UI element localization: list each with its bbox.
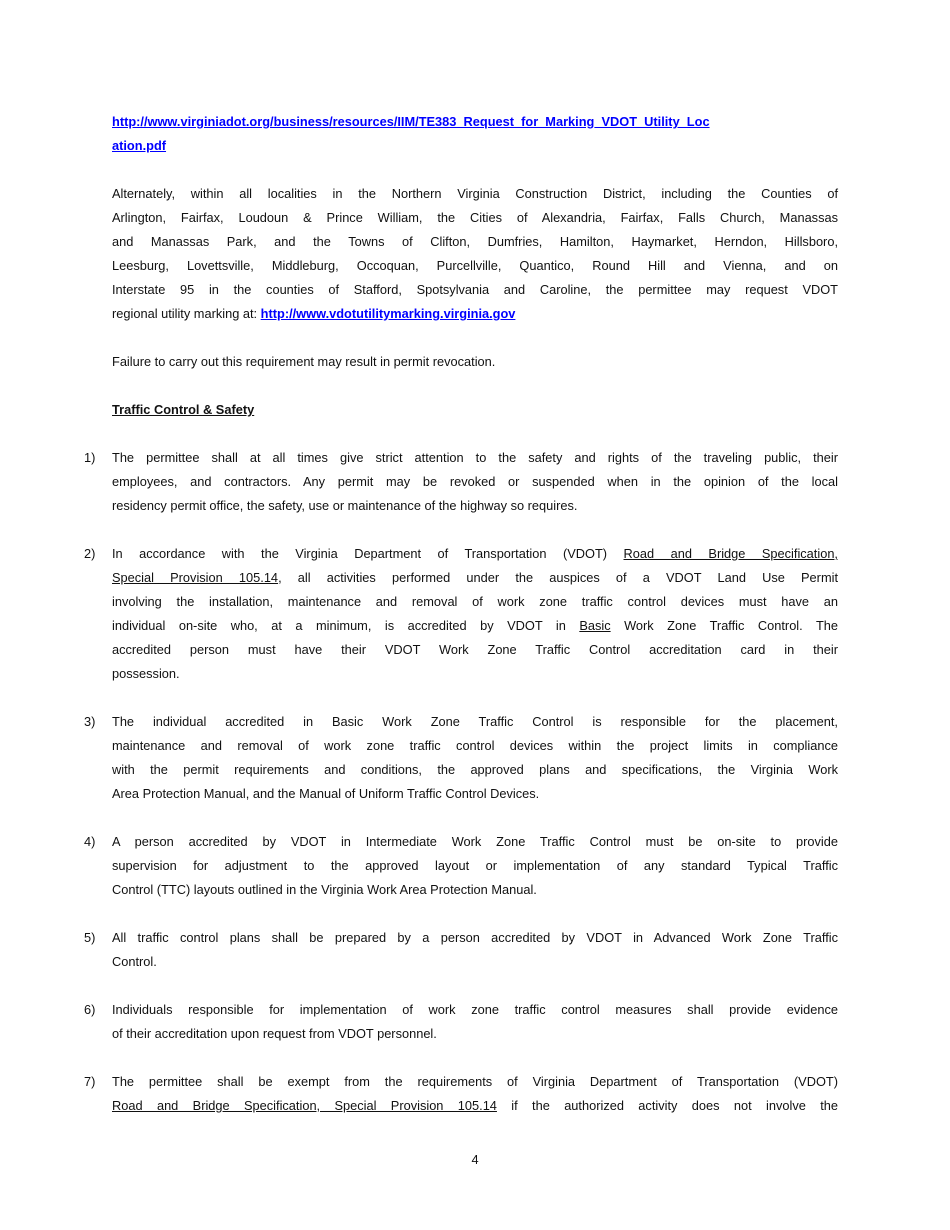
text-line	[112, 134, 838, 158]
text-line	[112, 182, 838, 206]
text-segment: Work Zone Traffic Control. The	[610, 618, 838, 633]
alternate-marking-paragraph	[112, 182, 838, 326]
text-segment: employees, and contractors. Any permit may be revoked or suspended when in the opinion of the local	[112, 474, 838, 489]
text-segment: Individuals responsible for implementation of work zone traffic control measures shall provide evidence	[112, 1002, 838, 1017]
list-number: 7)	[84, 1074, 96, 1089]
text-segment: supervision for adjustment to the approved layout or implementation of any standard Typical Traffic	[112, 858, 838, 873]
text-line	[112, 494, 838, 518]
section-heading	[112, 398, 838, 422]
text-line	[112, 230, 838, 254]
text-line	[112, 1070, 838, 1094]
text-segment: Interstate 95 in the counties of Stafford, Spotsylvania and Caroline, the permittee may request VDOT	[112, 282, 838, 297]
text-line	[112, 830, 838, 854]
text-line	[112, 662, 838, 686]
text-line	[112, 638, 838, 662]
text-line	[112, 590, 838, 614]
text-line	[112, 782, 838, 806]
text-segment: Control (TTC) layouts outlined in the Virginia Work Area Protection Manual.	[112, 882, 537, 897]
emphasized-text: Basic	[579, 618, 611, 633]
text-segment: maintenance and removal of work zone traffic control devices within the project limits in compliance	[112, 738, 838, 753]
list-item	[84, 710, 838, 806]
text-segment: The individual accredited in Basic Work Zone Traffic Control is responsible for the placement,	[112, 714, 838, 729]
text-line	[112, 110, 838, 134]
text-segment: Failure to carry out this requirement may result in permit revocation.	[112, 354, 496, 369]
text-line	[112, 998, 838, 1022]
text-segment: Alternately, within all localities in the Northern Virginia Construction District, including the Counties of	[112, 186, 838, 201]
text-line	[112, 470, 838, 494]
document-body	[84, 110, 839, 1142]
text-segment: with the permit requirements and conditions, the approved plans and specifications, the Virginia Work	[112, 762, 838, 777]
list-number: 1)	[84, 450, 96, 465]
text-segment: regional utility marking at:	[112, 306, 261, 321]
text-segment: Area Protection Manual, and the Manual of Uniform Traffic Control Devices.	[112, 786, 540, 801]
text-line	[112, 350, 838, 374]
list-item	[84, 542, 838, 686]
list-item	[84, 1070, 839, 1118]
text-line	[112, 1022, 838, 1046]
text-line	[112, 446, 838, 470]
failure-paragraph	[112, 350, 838, 374]
text-line	[112, 950, 838, 974]
text-line	[112, 710, 838, 734]
text-segment: The permittee shall at all times give strict attention to the safety and rights of the traveling public, their	[112, 450, 838, 465]
text-segment: Arlington, Fairfax, Loudoun & Prince William, the Cities of Alexandria, Fairfax, Falls Church, Manassas	[112, 210, 838, 225]
emphasized-text: Traffic Control & Safety	[112, 402, 255, 417]
list-number: 6)	[84, 1002, 96, 1017]
list-item	[84, 446, 838, 518]
text-line	[112, 758, 838, 782]
text-segment: of their accreditation upon request from VDOT personnel.	[112, 1026, 437, 1041]
text-segment: individual on-site who, at a minimum, is accredited by VDOT in	[112, 618, 580, 633]
list-item	[84, 926, 838, 974]
list-item	[84, 998, 838, 1046]
text-line	[112, 854, 838, 878]
text-line	[112, 398, 838, 422]
text-segment: , all activities performed under the auspices of a VDOT Land Use Permit	[278, 570, 838, 585]
text-line	[112, 926, 838, 950]
emphasized-text: Special Provision 105.14	[112, 570, 279, 585]
text-line	[112, 278, 838, 302]
text-line	[112, 206, 838, 230]
hyperlink[interactable]: http://www.virginiadot.org/business/resources/IIM/TE383_Request_for_Marking_VDOT_Utility_Loc	[112, 114, 710, 129]
text-segment: A person accredited by VDOT in Intermediate Work Zone Traffic Control must be on-site to provide	[112, 834, 838, 849]
text-line	[112, 614, 838, 638]
text-segment: The permittee shall be exempt from the requirements of Virginia Department of Transportation (VDOT)	[112, 1074, 838, 1089]
text-segment: involving the installation, maintenance and removal of work zone traffic control devices must have an	[112, 594, 838, 609]
text-segment: possession.	[112, 666, 180, 681]
hyperlink[interactable]: ation.pdf	[112, 138, 167, 153]
text-segment: residency permit office, the safety, use or maintenance of the highway so requires.	[112, 498, 578, 513]
utility-marking-link	[112, 110, 838, 158]
text-segment: Leesburg, Lovettsville, Middleburg, Occoquan, Purcellville, Quantico, Round Hill and Vienna, and on	[112, 258, 838, 273]
list-number: 4)	[84, 834, 96, 849]
emphasized-text: Road and Bridge Specification, Special Provision 105.14	[112, 1098, 497, 1113]
text-line	[112, 254, 838, 278]
text-segment: if the authorized activity does not involve the	[496, 1098, 839, 1113]
text-segment: In accordance with the Virginia Department of Transportation (VDOT)	[112, 546, 624, 561]
emphasized-text: Road and Bridge Specification,	[623, 546, 838, 561]
text-segment: Control.	[112, 954, 157, 969]
text-segment: and Manassas Park, and the Towns of Clifton, Dumfries, Hamilton, Haymarket, Herndon, Hillsboro,	[112, 234, 838, 249]
page-number: 4	[471, 1152, 479, 1167]
list-number: 5)	[84, 930, 96, 945]
text-line	[112, 566, 838, 590]
text-line	[112, 302, 838, 326]
list-number: 2)	[84, 546, 96, 561]
text-line	[112, 734, 838, 758]
text-segment: accredited person must have their VDOT Work Zone Traffic Control accreditation card in their	[112, 642, 838, 657]
list-item	[84, 830, 838, 902]
text-line	[112, 542, 838, 566]
text-line	[112, 1094, 838, 1118]
list-number: 3)	[84, 714, 96, 729]
text-line	[112, 878, 838, 902]
text-segment: All traffic control plans shall be prepared by a person accredited by VDOT in Advanced Work Zone Traffic	[112, 930, 838, 945]
hyperlink[interactable]: http://www.vdotutilitymarking.virginia.gov	[260, 306, 516, 321]
